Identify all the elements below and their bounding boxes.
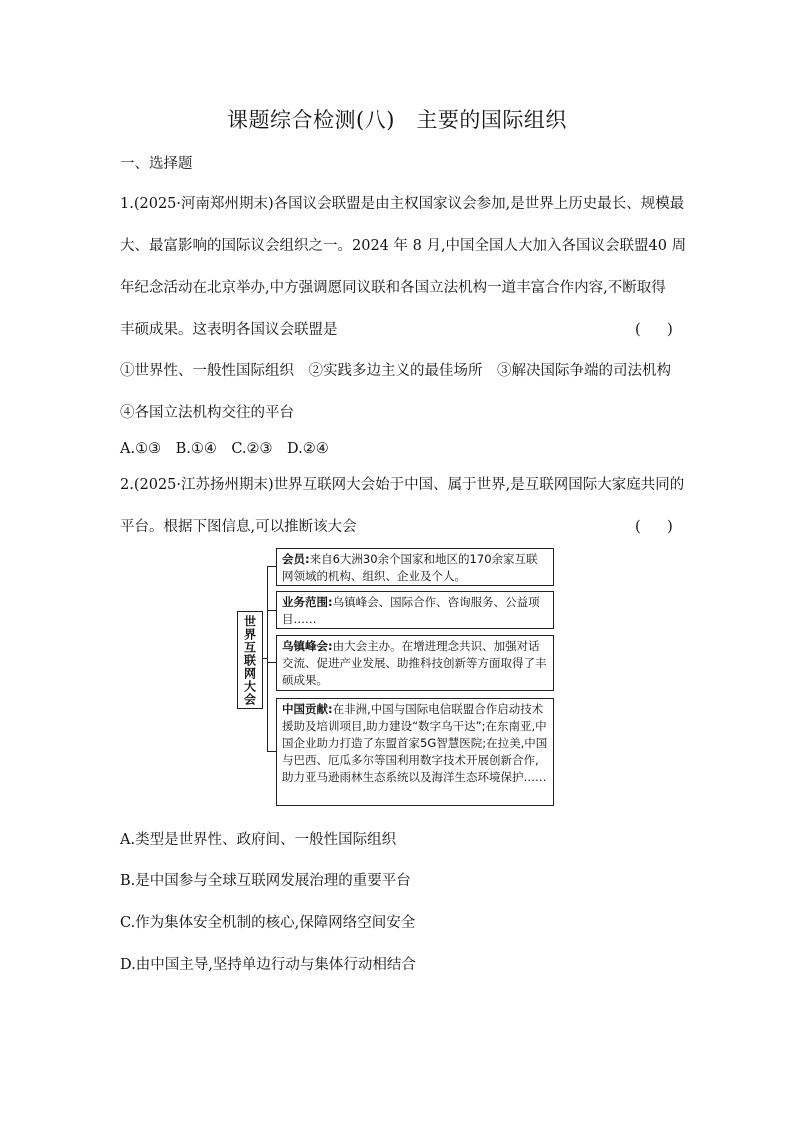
q2-option-d: D.由中国主导,坚持单边行动与集体行动相结合 bbox=[120, 957, 416, 973]
q2-answer-blank: ( ) bbox=[635, 519, 679, 535]
q2-line-2: 平台。根据下图信息,可以推断该大会 bbox=[120, 519, 357, 535]
connector-trunk bbox=[267, 566, 268, 752]
section-heading: 一、选择题 bbox=[120, 156, 193, 172]
box-text: 来自6大洲30余个国家和地区的170余家互联网领域的机构、组织、企业及个人。 bbox=[282, 552, 538, 583]
q1-statements-1: ①世界性、一般性国际组织 ②实践多边主义的最佳场所 ③解决国际争端的司法机构 bbox=[120, 363, 671, 379]
diagram-root-box: 世界互联网大会 bbox=[237, 611, 263, 709]
box-text: 由大会主办。在增进理念共识、加强对话交流、促进产业发展、助推科技创新等方面取得了丰硕成果。 bbox=[282, 639, 547, 687]
box-label: 业务范围: bbox=[282, 595, 333, 609]
diagram-box-contribution bbox=[276, 698, 554, 806]
q1-statements-2: ④各国立法机构交往的平台 bbox=[120, 405, 294, 421]
box-label: 乌镇峰会: bbox=[282, 639, 333, 653]
q1-line-3: 年纪念活动在北京举办,中方强调愿同议联和各国立法机构一道丰富合作内容,不断取得 bbox=[120, 280, 666, 296]
q1-answer-blank: ( ) bbox=[635, 322, 679, 338]
connector-3 bbox=[267, 662, 276, 663]
q1-line-1: 1.(2025·河南郑州期末)各国议会联盟是由主权国家议会参加,是世界上历史最长、规模最 bbox=[120, 196, 685, 212]
box-label: 中国贡献: bbox=[282, 702, 333, 716]
page-title: 课题综合检测(八) 主要的国际组织 bbox=[227, 108, 567, 132]
connector-2 bbox=[267, 610, 276, 611]
q1-line-2: 大、最富影响的国际议会组织之一。2024 年 8 月,中国全国人大加入各国议会联盟40 周 bbox=[120, 238, 687, 254]
q2-line-1: 2.(2025·江苏扬州期末)世界互联网大会始于中国、属于世界,是互联网国际大家庭共同的 bbox=[120, 477, 685, 493]
q2-option-b: B.是中国参与全球互联网发展治理的重要平台 bbox=[120, 873, 411, 889]
box-text: 乌镇峰会、国际合作、咨询服务、公益项目…… bbox=[282, 595, 540, 626]
box-text: 在非洲,中国与国际电信联盟合作启动技术援助及培训项目,助力建设“数字乌干达”;在东南亚,中国企业助力打造了东盟首家5G智慧医院;在拉美,中国与巴西、厄瓜多尔等国利用数字技术开展创新合作,助力亚马逊雨林生态系统以及海洋生态环境保护…… bbox=[282, 702, 548, 784]
diagram-box-members bbox=[276, 548, 554, 586]
q2-option-c: C.作为集体安全机制的核心,保障网络空间安全 bbox=[120, 915, 416, 931]
box-label: 会员: bbox=[282, 552, 310, 566]
diagram-box-scope bbox=[276, 591, 554, 629]
connector-4 bbox=[267, 751, 276, 752]
connector-1 bbox=[267, 566, 276, 567]
q1-line-4: 丰硕成果。这表明各国议会联盟是 bbox=[120, 322, 338, 338]
diagram-box-wuzhen bbox=[276, 635, 554, 691]
q1-options: A.①③ B.①④ C.②③ D.②④ bbox=[120, 441, 329, 457]
q2-option-a: A.类型是世界性、政府间、一般性国际组织 bbox=[120, 832, 397, 848]
